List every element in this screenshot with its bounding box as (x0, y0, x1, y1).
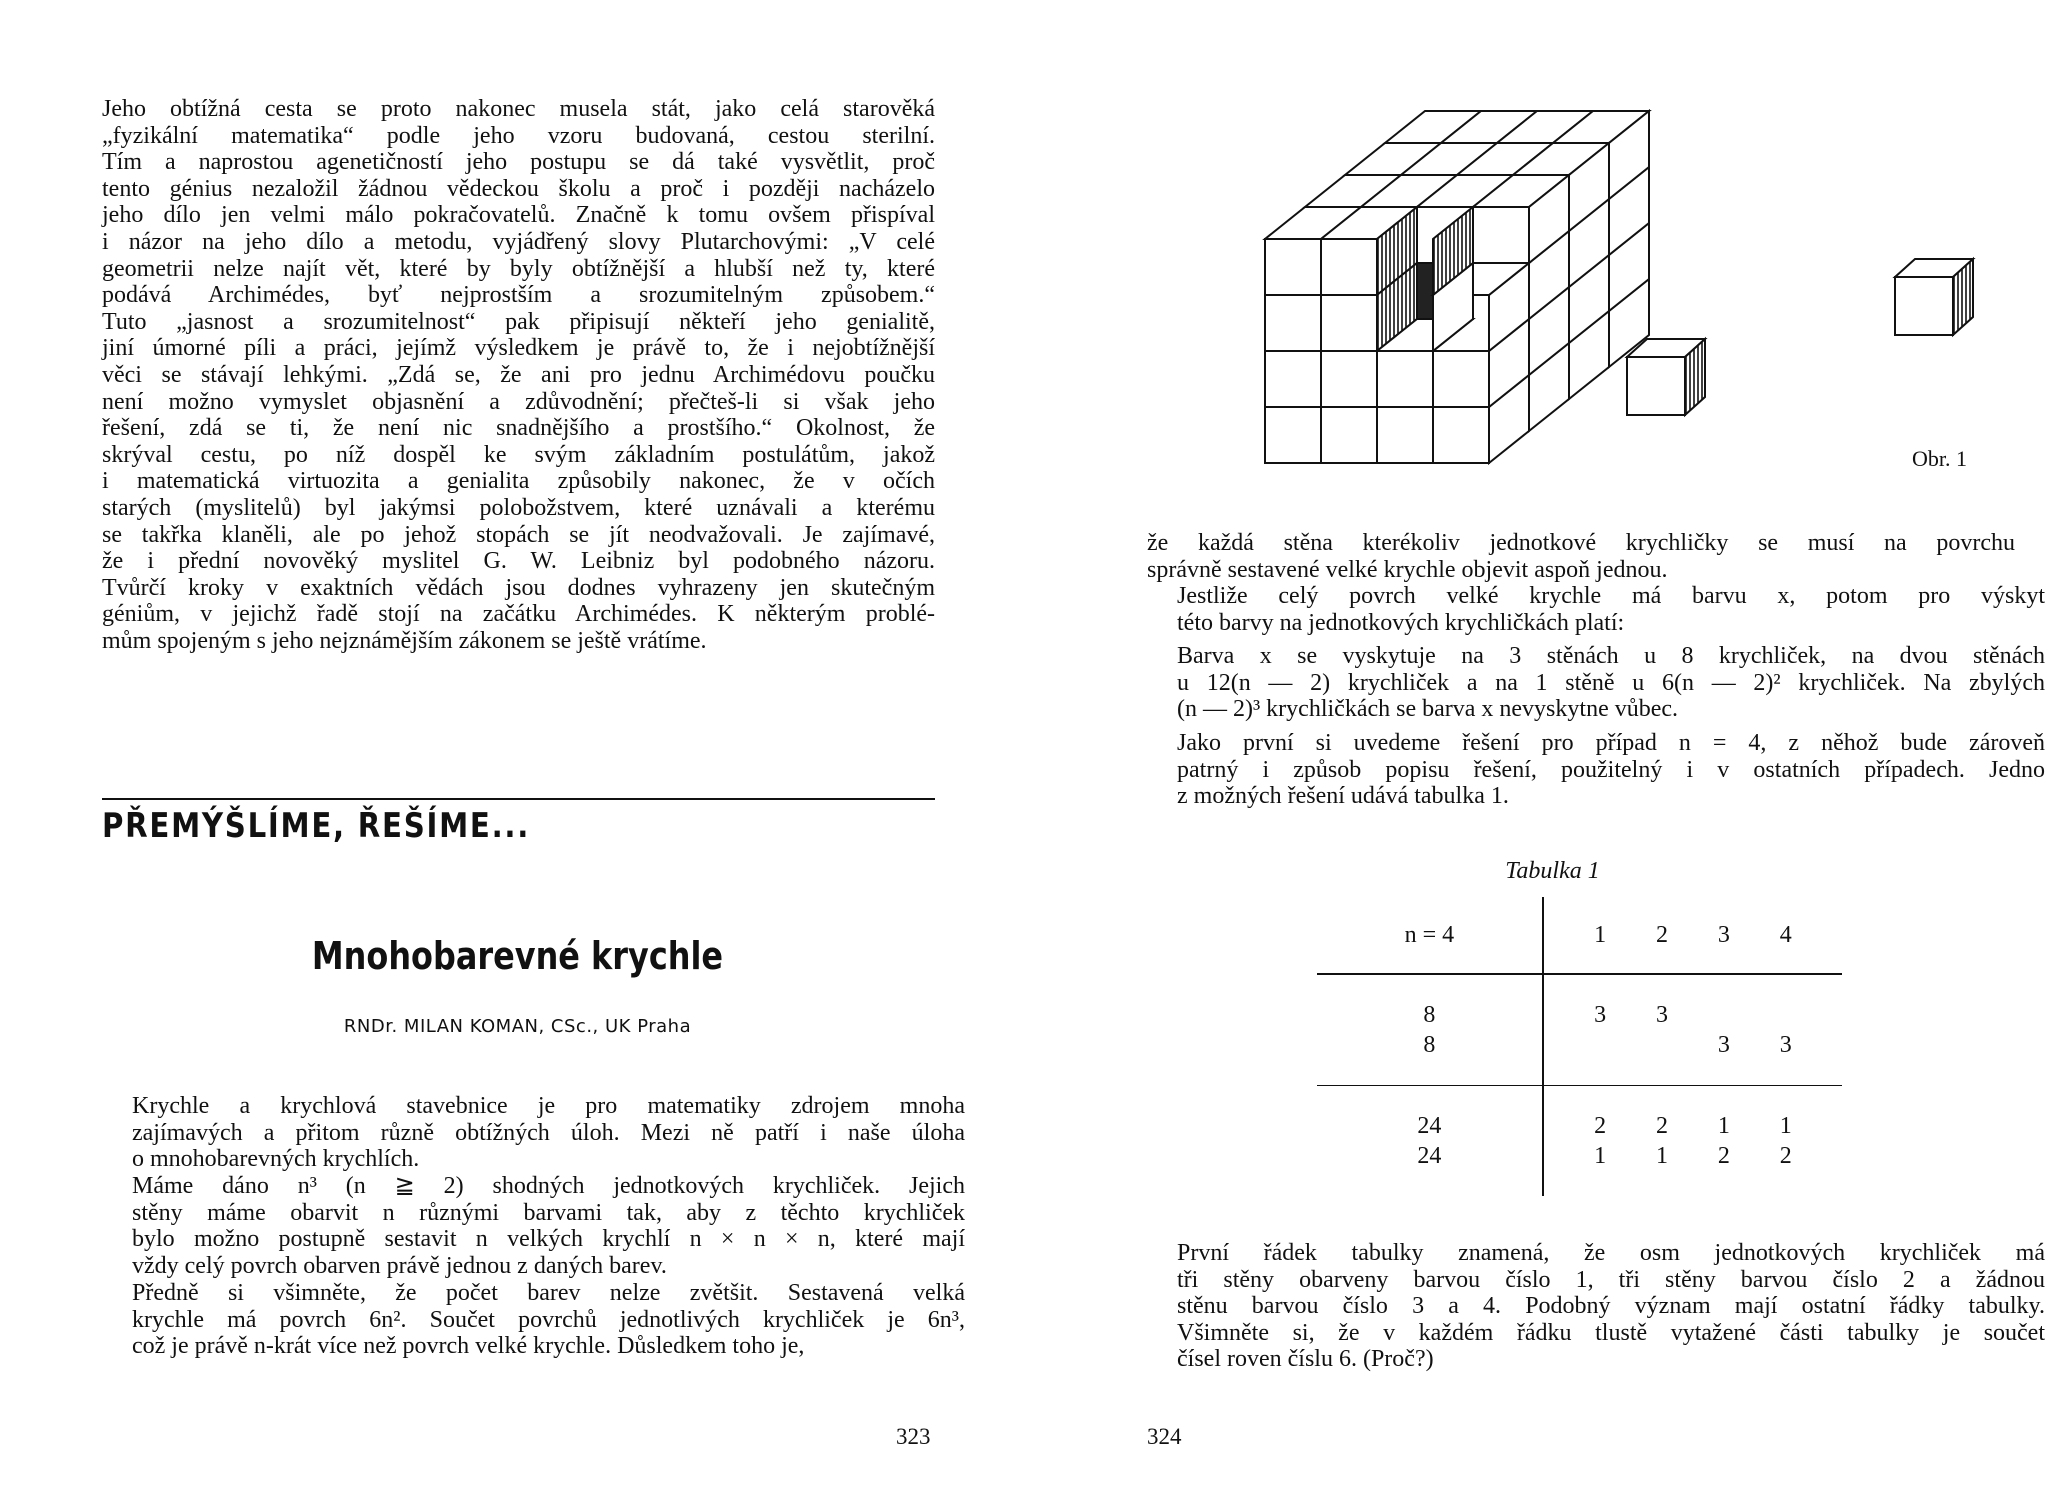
text-line: jeho dílo jen velmi málo pokračovatelů. Značně k tomu ovšem přispíval (102, 202, 935, 229)
front-face-cell (1265, 407, 1321, 463)
front-face-cell (1321, 239, 1377, 295)
body-paragraph (1147, 1240, 2045, 1373)
page-number: 323 (896, 1424, 931, 1449)
right-page (1035, 0, 2070, 1500)
text-line: Jestliže celý povrch velké krychle má barvu x, potom pro výskyt (1177, 583, 2045, 609)
front-face-cell (1321, 295, 1377, 351)
text-line: bylo možno postupně sestavit n velkých krychlí n × n × n, které mají (132, 1226, 965, 1253)
table-cell: 1 (1779, 1113, 1792, 1139)
front-face-cell (1265, 351, 1321, 407)
text-line: Předně si všimněte, že počet barev nelze zvětšit. Sestavená velká (132, 1280, 965, 1306)
unit-cube (1895, 259, 1973, 335)
text-line: skrýval cestu, po níž dospěl ke svým základním postulátům, jakož (102, 441, 935, 468)
text-line: čísel roven číslu 6. (Proč?) (1177, 1346, 1434, 1373)
table-cell (1693, 1000, 1755, 1030)
front-face-cell (1265, 295, 1321, 351)
article-title: Mnohobarevné krychle (311, 934, 724, 978)
text-line: jiní úmorné píli a práci, jejímž výsledkem je právě to, že i nejobtížnější (102, 335, 935, 362)
text-line: této barvy na jednotkových krychličkách platí: (1177, 609, 1625, 636)
table-cell: 2 (1594, 1113, 1607, 1139)
text-line: i matematická virtuozita a genialita způsobily nakonec, že v očích (102, 468, 935, 495)
text-line: Jako první si uvedeme řešení pro případ n = 4, z něhož bude zároveň (1177, 730, 2045, 756)
text-line: není možno vymyslet objasnění a zdůvodnění; přečteš-li si však jeho (102, 388, 935, 415)
intro-paragraph (102, 96, 935, 654)
front-face-cell (1265, 239, 1321, 295)
table-cell (1569, 1030, 1631, 1060)
unit-front-face (1895, 277, 1953, 335)
table-column-header: 1 (1569, 897, 1631, 974)
body-paragraph (102, 1280, 965, 1360)
table-cell: 1 (1656, 1143, 1668, 1169)
text-line: Tvůrčí kroky v exaktních vědách jsou dodnes vyhrazeny jen skutečným (102, 574, 935, 601)
table-cell: 3 (1656, 1002, 1668, 1028)
table-cell: 2 (1656, 1113, 1668, 1139)
table-column-header: 2 (1631, 897, 1693, 974)
text-line: podává Archimédes, byť nejprostším a srozumitelným způsobem.“ (102, 282, 935, 309)
front-face-cell (1321, 351, 1377, 407)
table-row-group (1317, 1086, 1842, 1197)
text-line: že každá stěna kterékoliv jednotkové krychličky se musí na povrchu (1147, 530, 2015, 556)
text-line: stěny máme obarvit n různými barvami tak, aby z těchto krychliček (132, 1199, 965, 1226)
text-line: že i přední novověký myslitel G. W. Leibniz byl podobného názoru. (102, 548, 935, 575)
section-divider (102, 798, 935, 800)
text-line: což je právě n-krát více než povrch velké krychle. Důsledkem toho je, (132, 1333, 805, 1360)
front-face-cell (1377, 407, 1433, 463)
table-cell: 2 (1779, 1143, 1792, 1169)
text-line: Máme dáno n³ (n ≧ 2) shodných jednotkových krychliček. Jejich (132, 1173, 965, 1199)
text-line: První řádek tabulky znamená, že osm jednotkových krychliček má (1177, 1240, 2045, 1266)
text-line: Jeho obtížná cesta se proto nakonec musela stát, jako celá starověká (102, 96, 935, 122)
text-line: i názor na jeho dílo a metodu, vyjádřený slovy Plutarchovými: „V celé (102, 228, 935, 255)
table-cell (1755, 1000, 1817, 1030)
text-line: Krychle a krychlová stavebnice je pro matematiky zdrojem mnoha (132, 1093, 965, 1119)
unit-cube (1627, 339, 1705, 415)
table-cell: 1 (1594, 1143, 1607, 1169)
cube-illustration (1217, 108, 2017, 478)
text-line: Barva x se vyskytuje na 3 stěnách u 8 krychliček, na dvou stěnách (1177, 643, 2045, 669)
text-line: tři stěny obarveny barvou číslo 1, tři stěny barvou číslo 2 a žádnou (1177, 1266, 2045, 1293)
body-paragraph (1147, 530, 2015, 583)
table-header-row (1317, 897, 1842, 974)
front-face-cell (1321, 407, 1377, 463)
table-cell: 8 (1423, 1032, 1436, 1058)
body-paragraph (102, 1093, 965, 1173)
text-line: geometrii nelze najít vět, které by byly obtížnější a hlubší než ty, které (102, 255, 935, 282)
section-heading: PŘEMÝŠLÍME, ŘEŠÍME... (102, 806, 531, 846)
text-line: krychle má povrch 6n². Součet povrchů jednotlivých krychliček je 6n³, (132, 1306, 965, 1333)
front-face-cell (1377, 351, 1433, 407)
table-cell: 2 (1717, 1143, 1730, 1169)
text-line: Všimněte si, že v každém řádku tlustě vytažené části tabulky je součet (1177, 1319, 2045, 1346)
text-line: patrný i způsob popisu řešení, použitelný i v ostatních případech. Jedno (1177, 756, 2045, 783)
table-cell: 3 (1779, 1032, 1792, 1058)
table-cell: 24 (1417, 1113, 1442, 1139)
table-cell: 24 (1417, 1143, 1442, 1169)
text-line: starých (myslitelů) byl jakýmsi polobožstvem, které uznávali a kterému (102, 494, 935, 521)
front-face-cell (1433, 407, 1489, 463)
body-paragraph (1147, 643, 2045, 723)
text-line: „fyzikální matematika“ podle jeho vzoru budovaná, cestou sterilní. (102, 122, 935, 149)
table-column-header: 3 (1693, 897, 1755, 974)
text-line: Tuto „jasnost a srozumitelnost“ pak připisují někteří jeho genialitě, (102, 308, 935, 335)
unit-cubes-drawing (1627, 257, 2017, 415)
large-cube-drawing (1265, 111, 1649, 463)
body-paragraph (1147, 730, 2045, 810)
table-cell: 3 (1594, 1002, 1607, 1028)
body-paragraph (1147, 583, 2045, 636)
text-line: z možných řešení udává tabulka 1. (1177, 783, 1509, 810)
text-line: tento génius nezaložil žádnou vědeckou školu a proč i později nacházelo (102, 175, 935, 202)
text-line: stěnu barvou číslo 3 a 4. Podobný význam mají ostatní řádky tabulky. (1177, 1293, 2045, 1320)
text-line: (n — 2)³ krychličkách se barva x nevyskytne vůbec. (1177, 696, 1679, 723)
table-cell: 1 (1717, 1113, 1730, 1139)
author-byline: RNDr. MILAN KOMAN, CSc., UK Praha (343, 1016, 692, 1037)
text-line: zajímavých a přitom různě obtížných úloh. Mezi ně patří i naše úloha (132, 1119, 965, 1146)
unit-front-face (1627, 357, 1685, 415)
text-line: správně sestavené velké krychle objevit aspoň jednou. (1147, 556, 1668, 583)
text-line: Tím a naprostou agenetičností jeho postupu se dá také vysvětlit, proč (102, 149, 935, 176)
text-line: géniům, v jejichž řadě stojí na začátku Archimédes. K některým problé- (102, 601, 935, 628)
table-header-label: n = 4 (1317, 897, 1543, 974)
table-cell (1631, 1030, 1693, 1060)
page-number: 324 (1147, 1424, 1182, 1449)
text-line: vždy celý povrch obarven právě jednou z daných barev. (132, 1252, 667, 1279)
text-line: mům spojeným s jeho nejznámějším zákonem se ještě vrátíme. (102, 627, 707, 654)
table-cell: 3 (1717, 1032, 1730, 1058)
figure-caption: Obr. 1 (1912, 446, 1967, 471)
body-paragraph (102, 1173, 965, 1279)
table-row-group (1317, 974, 1842, 1086)
text-line: věci se stávají lehkými. „Zdá se, že ani pro jednu Archimédovu poučku (102, 361, 935, 388)
text-line: se takřka klaněli, ale po jehož stopách se jít neodvažovali. Je zajímavé, (102, 521, 935, 548)
table-caption: Tabulka 1 (1505, 858, 1600, 884)
coloring-table (1317, 897, 1842, 1196)
table-cell: 8 (1423, 1002, 1436, 1028)
table-column-header: 4 (1755, 897, 1817, 974)
text-line: u 12(n — 2) krychliček a na 1 stěně u 6(n — 2)² krychliček. Na zbylých (1177, 669, 2045, 696)
front-face-cell (1433, 351, 1489, 407)
text-line: o mnohobarevných krychlích. (132, 1146, 420, 1173)
text-line: řešení, zdá se ti, že není nic snadnějšího a prostšího.“ Okolnost, že (102, 415, 935, 442)
